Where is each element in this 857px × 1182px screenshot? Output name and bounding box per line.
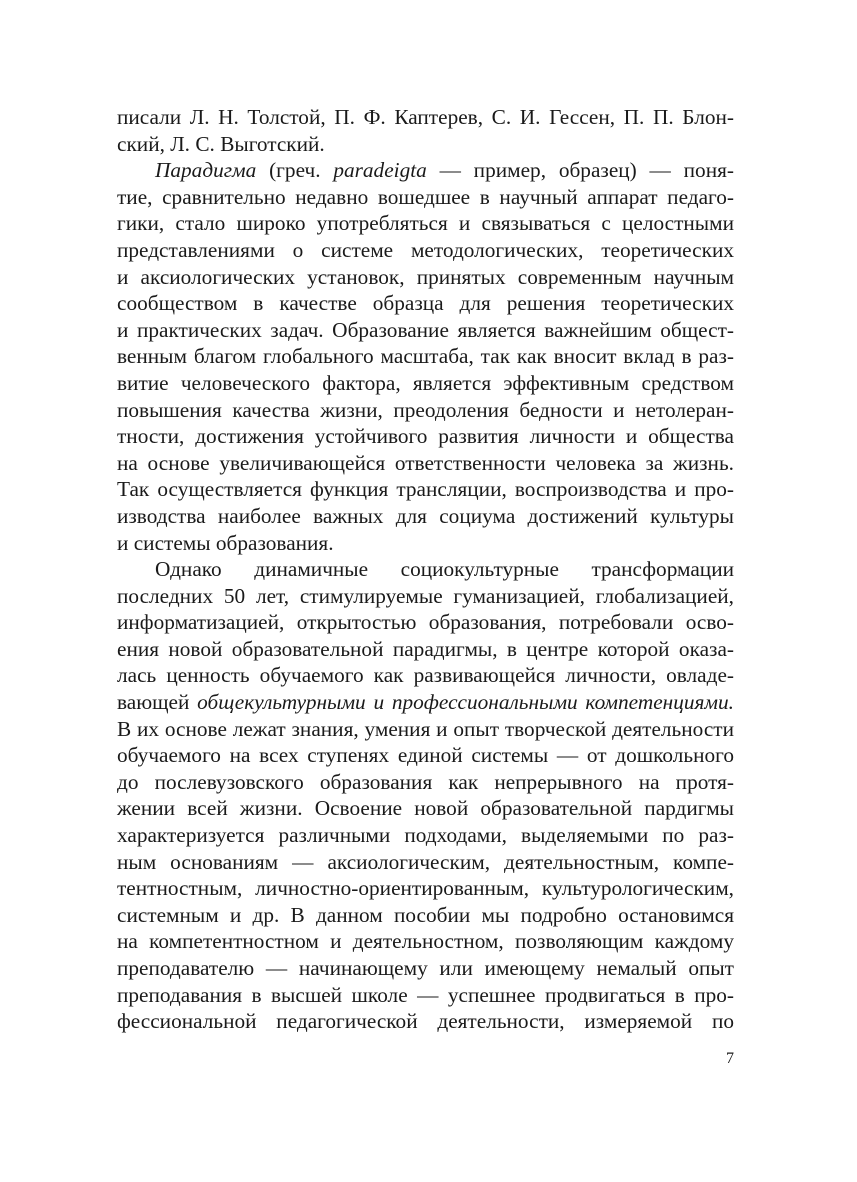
text-line: тности, достижения устойчивого развития личности и общества: [117, 424, 734, 449]
text-line: тие, сравнительно недавно вошедшее в научный аппарат педаго-: [117, 184, 734, 209]
term-paradigm: Парадигма: [155, 158, 257, 183]
text-line: и аксиологических установок, принятых современным научным: [117, 264, 734, 289]
text-fragment: (греч.: [256, 158, 334, 183]
text-line: на основе увеличивающейся ответственности человека за жизнь.: [117, 450, 734, 475]
text-line: ным основаниям — аксиологическим, деятельностным, компе-: [117, 849, 734, 874]
text-line: гики, стало широко употребляться и связываться с целостными: [117, 211, 734, 236]
text-line: преподавания в высшей школе — успешнее продвигаться в про-: [117, 982, 734, 1007]
term-competencies: общекультурными и профессиональными компетенциями.: [197, 690, 734, 715]
text-line: [117, 689, 734, 716]
text-line: представлениями о системе методологических, теоретических: [117, 237, 734, 262]
text-line: Однако динамичные социокультурные трансформации: [155, 557, 734, 582]
text-line: на компетентностном и деятельностном, позволяющим каждому: [117, 929, 734, 954]
body-text: [117, 104, 734, 1035]
text-line: преподавателю — начинающему или имеющему немалый опыт: [117, 956, 734, 980]
text-line: и системы образования.: [117, 530, 334, 555]
text-line: и практических задач. Образование является важнейшим общест-: [117, 317, 734, 342]
page-number: 7: [726, 1050, 734, 1067]
text-line: фессиональной педагогической деятельности, измеряемой по: [117, 1009, 734, 1034]
text-line: информатизацией, открытостью образования, потребовали осво-: [117, 610, 734, 635]
text-line: сообществом в качестве образца для решения теоретических: [117, 291, 734, 316]
text-line: до послевузовского образования как непрерывного на протя-: [117, 769, 734, 794]
text-line: изводства наиболее важных для социума достижений культуры: [117, 503, 734, 528]
text-line: В их основе лежат знания, умения и опыт творческой деятельности: [117, 716, 734, 741]
text-line: ения новой образовательной парадигмы, в центре которой оказа-: [117, 636, 734, 661]
text-fragment: — пример, образец) — поня-: [426, 158, 734, 183]
text-line: тентностным, личностно-ориентированным, культурологическим,: [117, 876, 734, 901]
text-line: венным благом глобального масштаба, так как вносит вклад в раз-: [117, 344, 734, 369]
text-line: Так осуществляется функция трансляции, воспроизводства и про-: [117, 477, 734, 502]
text-line: лась ценность обучаемого как развивающейся личности, овладе-: [117, 663, 734, 688]
text-line: писали Л. Н. Толстой, П. Ф. Каптерев, С. И. Гессен, П. П. Блон-: [117, 105, 734, 129]
text-line: повышения качества жизни, преодоления бедности и нетолеран-: [117, 397, 734, 422]
text-line: характеризуется различными подходами, выделяемыми по раз-: [117, 823, 734, 848]
text-line: обучаемого на всех ступенях единой системы — от дошкольного: [117, 743, 734, 768]
text-line: жении всей жизни. Освоение новой образовательной пардигмы: [117, 796, 734, 821]
text-line: ский, Л. С. Выготский.: [117, 131, 325, 156]
text-line: системным и др. В данном пособии мы подробно остановимся: [117, 902, 734, 927]
text-line: [117, 157, 734, 184]
term-greek-word: paradeigta: [333, 158, 427, 183]
text-fragment: вающей: [117, 690, 198, 715]
text-line: витие человеческого фактора, является эффективным средством: [117, 370, 734, 395]
text-line: последних 50 лет, стимулируемые гуманизацией, глобализацией,: [117, 583, 734, 608]
